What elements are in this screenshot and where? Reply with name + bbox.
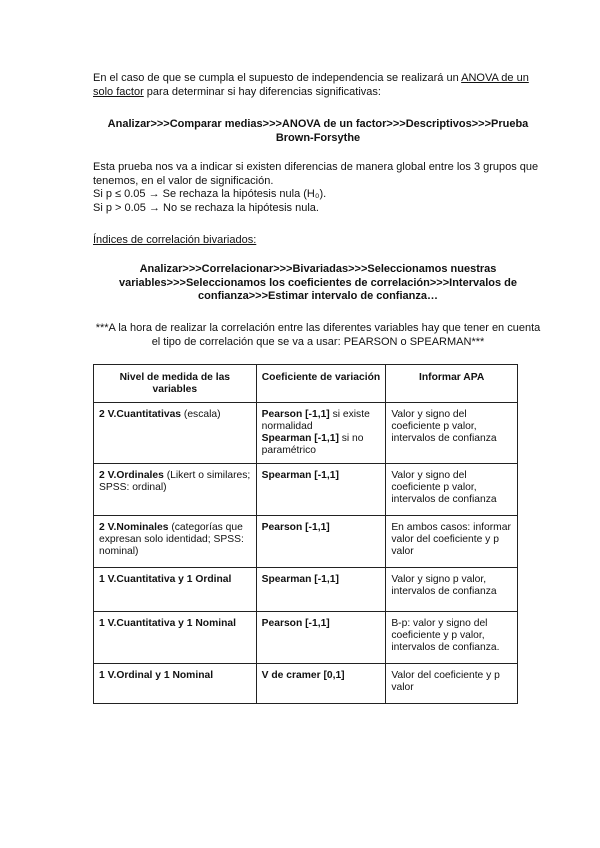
header-level: Nivel de medida de las variables bbox=[94, 365, 257, 403]
correlation-table bbox=[93, 364, 518, 704]
apa-cell: Valor y signo del coeficiente p valor, intervalos de confianza bbox=[386, 403, 518, 464]
level-cell: 2 V.Nominales (categorías que expresan solo identidad; SPSS: nominal) bbox=[94, 516, 257, 568]
apa-cell: Valor y signo del coeficiente p valor, intervalos de confianza bbox=[386, 464, 518, 516]
coefficient-cell: Pearson [-1,1] si existe normalidad Spearman [-1,1] si no paramétrico bbox=[256, 403, 386, 464]
level-cell: 2 V.Cuantitativas (escala) bbox=[94, 403, 257, 464]
explanation-block bbox=[93, 161, 543, 215]
table-row bbox=[94, 612, 518, 664]
level-cell: 2 V.Ordinales (Likert o similares; SPSS: ordinal) bbox=[94, 464, 257, 516]
explanation-line-2: Si p ≤ 0.05 → Se rechaza la hipótesis nula (H₀). bbox=[93, 188, 327, 200]
table-row bbox=[94, 403, 518, 464]
intro-paragraph bbox=[93, 72, 543, 99]
table-row bbox=[94, 568, 518, 612]
explanation-line-3: Si p > 0.05 → No se rechaza la hipótesis nula. bbox=[93, 201, 319, 214]
apa-cell: Valor y signo p valor, intervalos de confianza bbox=[386, 568, 518, 612]
level-cell: 1 V.Cuantitativa y 1 Nominal bbox=[94, 612, 257, 664]
coefficient-cell: Pearson [-1,1] bbox=[256, 516, 386, 568]
apa-cell: B-p: valor y signo del coeficiente y p valor, intervalos de confianza. bbox=[386, 612, 518, 664]
level-cell: 1 V.Cuantitativa y 1 Ordinal bbox=[94, 568, 257, 612]
anova-link[interactable]: ANOVA de un solo factor bbox=[93, 72, 529, 98]
table-row bbox=[94, 516, 518, 568]
table-row bbox=[94, 464, 518, 516]
correlation-menu-path: Analizar>>>Correlacionar>>>Bivariadas>>>Seleccionamos nuestras variables>>>Seleccionamos los coeficientes de correlación>>>Intervalos de confianza>>>Estimar intervalo de confianza… bbox=[118, 263, 518, 302]
apa-cell: En ambos casos: informar valor del coeficiente y p valor bbox=[386, 516, 518, 568]
anova-menu-path: Analizar>>>Comparar medias>>>ANOVA de un factor>>>Descriptivos>>>Prueba Brown-Forsythe bbox=[107, 118, 529, 144]
intro-text-before: En el caso de que se cumpla el supuesto de independencia se realizará un bbox=[93, 72, 462, 84]
header-coefficient: Coeficiente de variación bbox=[256, 365, 386, 403]
coefficient-cell: Spearman [-1,1] bbox=[256, 568, 386, 612]
table-header-row bbox=[94, 365, 518, 403]
coefficient-cell: Spearman [-1,1] bbox=[256, 464, 386, 516]
header-apa: Informar APA bbox=[386, 365, 518, 403]
table-row bbox=[94, 664, 518, 704]
correlation-note: ***A la hora de realizar la correlación entre las diferentes variables hay que tener en cuenta el tipo de correlación que se va a usar: PEARSON o SPEARMAN*** bbox=[95, 322, 541, 348]
apa-cell: Valor del coeficiente y p valor bbox=[386, 664, 518, 704]
level-cell: 1 V.Ordinal y 1 Nominal bbox=[94, 664, 257, 704]
section-heading: Índices de correlación bivariados: bbox=[93, 234, 257, 246]
intro-text-after: para determinar si hay diferencias significativas: bbox=[143, 85, 381, 98]
explanation-line-1: Esta prueba nos va a indicar si existen diferencias de manera global entre los 3 grupos que tenemos, en el valor de significación. bbox=[93, 161, 539, 187]
coefficient-cell: V de cramer [0,1] bbox=[256, 664, 386, 704]
coefficient-cell: Pearson [-1,1] bbox=[256, 612, 386, 664]
